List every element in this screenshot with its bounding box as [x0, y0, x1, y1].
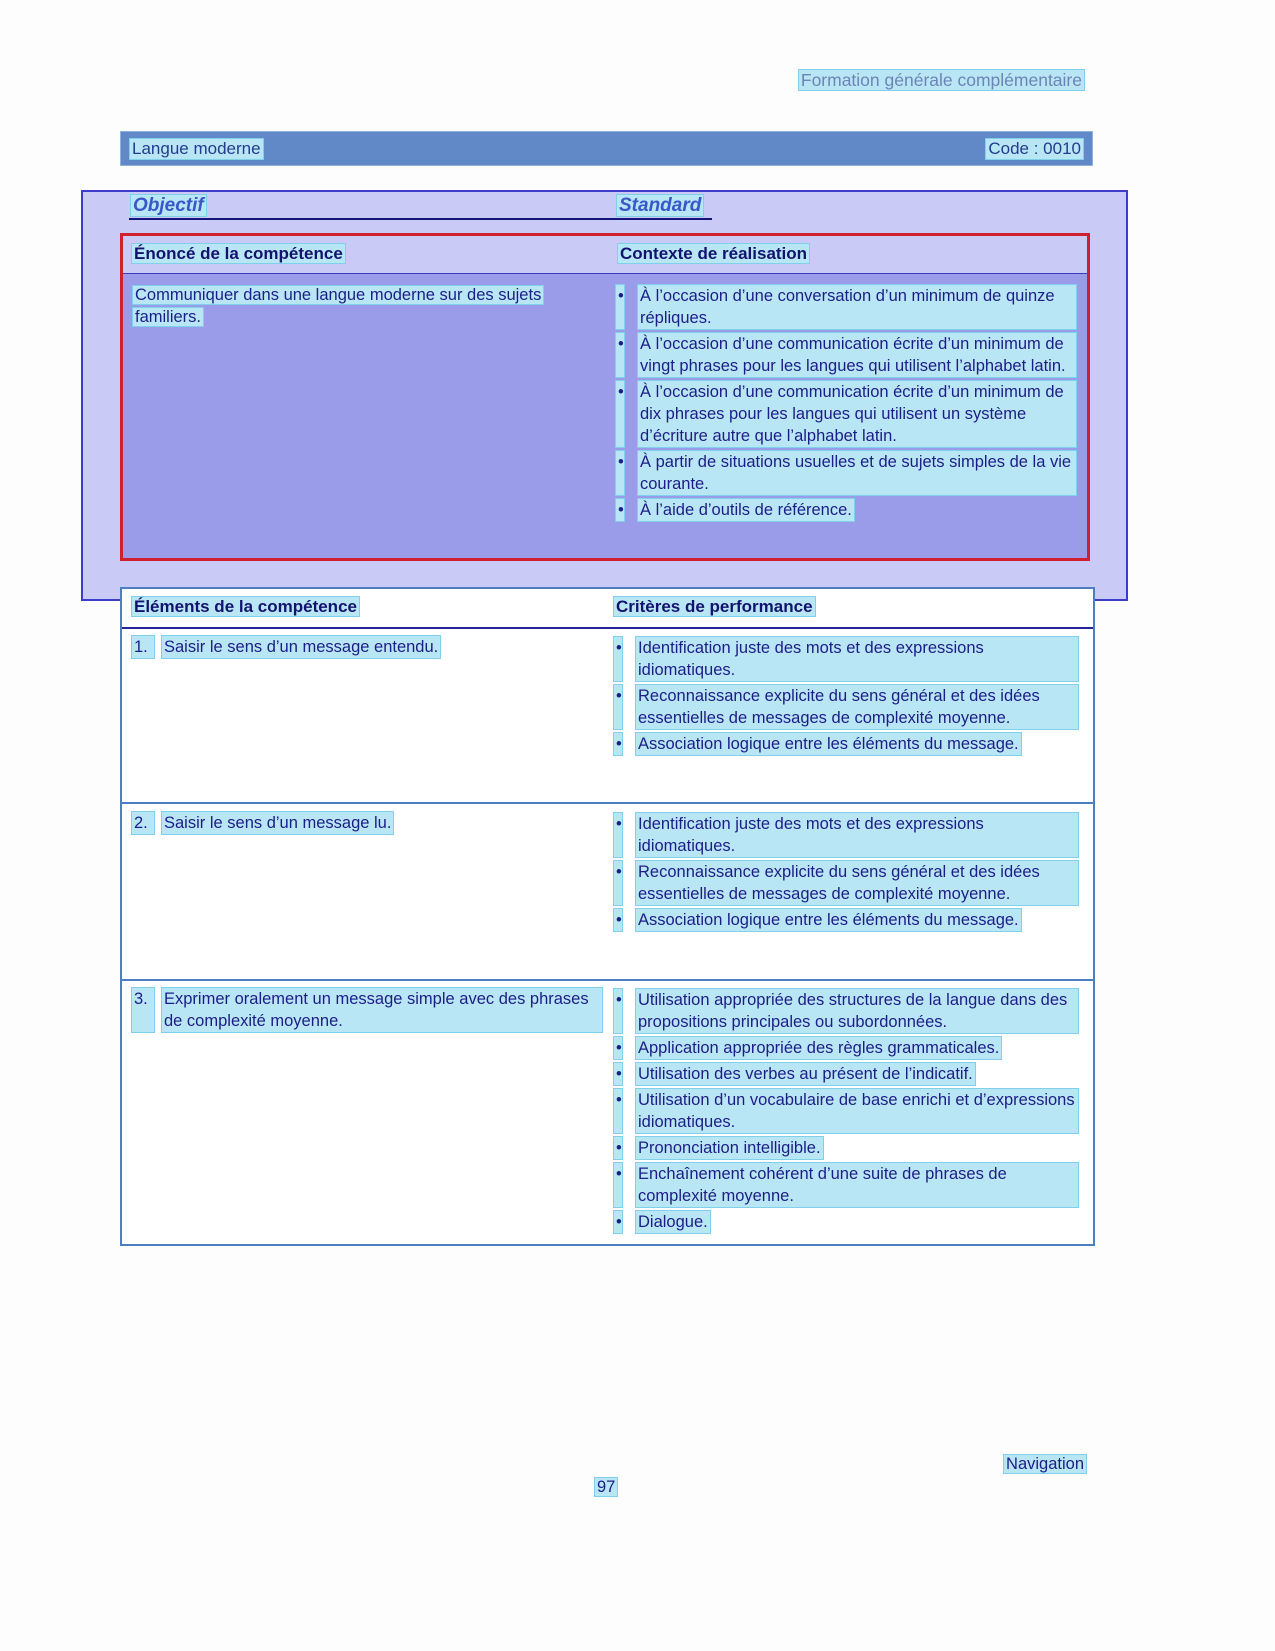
course-title: Langue moderne: [129, 138, 264, 160]
objectif-heading: Objectif: [130, 195, 207, 217]
bullet-icon: •: [615, 284, 625, 330]
elements-table-col1-header: Éléments de la compétence: [131, 597, 360, 617]
bullet-icon: •: [613, 988, 623, 1034]
element-number: 2.: [131, 811, 155, 835]
criteria-item: • Identification juste des mots et des expressions idiomatiques.: [613, 636, 1079, 682]
competence-table: [120, 233, 1090, 561]
elements-table-header-rule: [122, 627, 1093, 629]
criteria-item: • Association logique entre les éléments du message.: [613, 908, 1079, 932]
row-separator: [122, 979, 1093, 981]
criteria-item: • Association logique entre les éléments du message.: [613, 732, 1079, 756]
bullet-icon: •: [613, 636, 623, 682]
element-text: Saisir le sens d’un message entendu.: [161, 635, 441, 659]
element-number: 1.: [131, 635, 155, 659]
element-cell: [131, 811, 603, 835]
criteria-list: [613, 812, 1079, 934]
criteria-item: • Utilisation d’un vocabulaire de base enrichi et d’expressions idiomatiques.: [613, 1088, 1079, 1134]
criteria-item: • Application appropriée des règles grammaticales.: [613, 1036, 1079, 1060]
element-cell: [131, 635, 603, 659]
navigation-link[interactable]: Navigation: [1003, 1455, 1087, 1474]
criteria-list: [613, 636, 1079, 758]
context-item: • À l’occasion d’une communication écrite d’un minimum de dix phrases pour les langues qui utilisent un système d’écriture autre que l’alphabet latin.: [615, 380, 1077, 448]
competence-table-col1-header: Énoncé de la compétence: [131, 244, 346, 264]
competence-statement: Communiquer dans une langue moderne sur des sujets familiers.: [132, 284, 600, 328]
element-cell: [131, 987, 603, 1033]
heading-underline: [129, 218, 712, 220]
bullet-icon: •: [615, 450, 625, 496]
context-item: • À l’occasion d’une conversation d’un minimum de quinze répliques.: [615, 284, 1077, 330]
criteria-item: • Reconnaissance explicite du sens général et des idées essentielles de messages de complexité moyenne.: [613, 860, 1079, 906]
context-item: • À l’aide d’outils de référence.: [615, 498, 1077, 522]
competence-table-col2-header: Contexte de réalisation: [617, 244, 810, 264]
criteria-item: • Utilisation des verbes au présent de l’indicatif.: [613, 1062, 1079, 1086]
bullet-icon: •: [613, 1036, 623, 1060]
bullet-icon: •: [613, 684, 623, 730]
row-separator: [122, 802, 1093, 804]
bullet-icon: •: [613, 1062, 623, 1086]
bullet-icon: •: [613, 1136, 623, 1160]
context-item: • À partir de situations usuelles et de sujets simples de la vie courante.: [615, 450, 1077, 496]
bullet-icon: •: [615, 332, 625, 378]
competence-table-body: [123, 273, 1087, 558]
criteria-item: • Identification juste des mots et des expressions idiomatiques.: [613, 812, 1079, 858]
context-item: • À l’occasion d’une communication écrite d’un minimum de vingt phrases pour les langues qui utilisent l’alphabet latin.: [615, 332, 1077, 378]
page-number: 97: [594, 1478, 618, 1497]
bullet-icon: •: [613, 1162, 623, 1208]
criteria-list: [613, 988, 1079, 1236]
program-note-text: Formation générale complémentaire: [798, 69, 1085, 91]
criteria-item: • Dialogue.: [613, 1210, 1079, 1234]
criteria-item: • Reconnaissance explicite du sens général et des idées essentielles de messages de complexité moyenne.: [613, 684, 1079, 730]
course-code: Code : 0010: [985, 138, 1084, 160]
document-title-bar: [120, 131, 1093, 166]
standard-heading: Standard: [616, 195, 704, 217]
element-text: Saisir le sens d’un message lu.: [161, 811, 394, 835]
bullet-icon: •: [613, 1210, 623, 1234]
bullet-icon: •: [615, 498, 625, 522]
element-text: Exprimer oralement un message simple avec des phrases de complexité moyenne.: [161, 987, 603, 1033]
bullet-icon: •: [613, 1088, 623, 1134]
element-number: 3.: [131, 987, 155, 1033]
bullet-icon: •: [613, 732, 623, 756]
elements-table: [120, 587, 1095, 1246]
criteria-item: • Utilisation appropriée des structures de la langue dans des propositions principales ou subordonnées.: [613, 988, 1079, 1034]
elements-table-col2-header: Critères de performance: [613, 597, 816, 617]
bullet-icon: •: [613, 908, 623, 932]
criteria-item: • Prononciation intelligible.: [613, 1136, 1079, 1160]
bullet-icon: •: [615, 380, 625, 448]
bullet-icon: •: [613, 812, 623, 858]
bullet-icon: •: [613, 860, 623, 906]
context-list: [615, 284, 1077, 524]
program-note: [798, 70, 1085, 91]
criteria-item: • Enchaînement cohérent d’une suite de phrases de complexité moyenne.: [613, 1162, 1079, 1208]
